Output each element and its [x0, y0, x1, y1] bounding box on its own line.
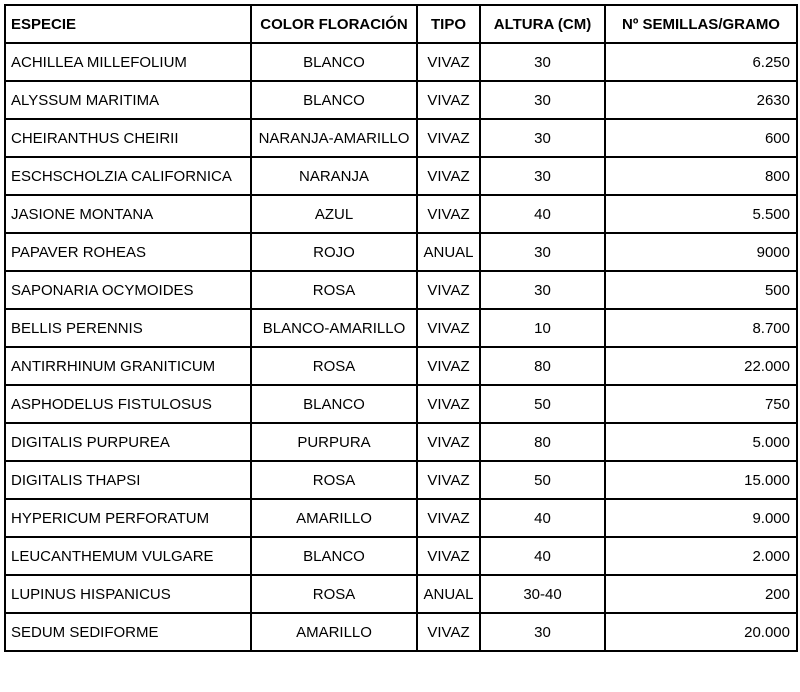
cell-especie: ALYSSUM MARITIMA — [5, 81, 251, 119]
cell-color-floracion: ROJO — [251, 233, 417, 271]
cell-tipo: VIVAZ — [417, 271, 480, 309]
cell-especie: CHEIRANTHUS CHEIRII — [5, 119, 251, 157]
table-row — [5, 537, 797, 575]
cell-altura: 50 — [480, 385, 605, 423]
cell-semillas-gramo: 8.700 — [605, 309, 797, 347]
cell-altura: 50 — [480, 461, 605, 499]
cell-color-floracion: BLANCO-AMARILLO — [251, 309, 417, 347]
cell-color-floracion: BLANCO — [251, 537, 417, 575]
seed-species-table — [4, 4, 798, 652]
cell-especie: ESCHSCHOLZIA CALIFORNICA — [5, 157, 251, 195]
cell-semillas-gramo: 15.000 — [605, 461, 797, 499]
table-body — [5, 43, 797, 651]
cell-especie: DIGITALIS PURPUREA — [5, 423, 251, 461]
cell-altura: 30 — [480, 81, 605, 119]
cell-especie: SAPONARIA OCYMOIDES — [5, 271, 251, 309]
cell-color-floracion: ROSA — [251, 271, 417, 309]
cell-semillas-gramo: 750 — [605, 385, 797, 423]
cell-color-floracion: BLANCO — [251, 81, 417, 119]
cell-semillas-gramo: 20.000 — [605, 613, 797, 651]
cell-especie: DIGITALIS THAPSI — [5, 461, 251, 499]
header-especie: ESPECIE — [5, 5, 251, 43]
header-altura: ALTURA (CM) — [480, 5, 605, 43]
table-row — [5, 271, 797, 309]
cell-tipo: VIVAZ — [417, 385, 480, 423]
table-row — [5, 81, 797, 119]
cell-color-floracion: BLANCO — [251, 43, 417, 81]
table-header — [5, 5, 797, 43]
seed-table-container — [4, 4, 796, 652]
cell-altura: 10 — [480, 309, 605, 347]
cell-altura: 40 — [480, 195, 605, 233]
cell-tipo: VIVAZ — [417, 613, 480, 651]
cell-altura: 40 — [480, 537, 605, 575]
cell-especie: PAPAVER ROHEAS — [5, 233, 251, 271]
cell-semillas-gramo: 9.000 — [605, 499, 797, 537]
cell-semillas-gramo: 200 — [605, 575, 797, 613]
cell-semillas-gramo: 9000 — [605, 233, 797, 271]
header-row — [5, 5, 797, 43]
cell-tipo: VIVAZ — [417, 195, 480, 233]
cell-tipo: ANUAL — [417, 575, 480, 613]
cell-especie: LUPINUS HISPANICUS — [5, 575, 251, 613]
cell-tipo: ANUAL — [417, 233, 480, 271]
cell-especie: JASIONE MONTANA — [5, 195, 251, 233]
table-row — [5, 43, 797, 81]
cell-especie: SEDUM SEDIFORME — [5, 613, 251, 651]
cell-tipo: VIVAZ — [417, 81, 480, 119]
cell-color-floracion: AMARILLO — [251, 499, 417, 537]
cell-altura: 30 — [480, 119, 605, 157]
cell-color-floracion: AMARILLO — [251, 613, 417, 651]
cell-altura: 30 — [480, 157, 605, 195]
table-row — [5, 233, 797, 271]
cell-semillas-gramo: 5.500 — [605, 195, 797, 233]
cell-especie: LEUCANTHEMUM VULGARE — [5, 537, 251, 575]
table-row — [5, 347, 797, 385]
table-row — [5, 119, 797, 157]
cell-especie: ACHILLEA MILLEFOLIUM — [5, 43, 251, 81]
header-tipo: TIPO — [417, 5, 480, 43]
cell-color-floracion: PURPURA — [251, 423, 417, 461]
cell-tipo: VIVAZ — [417, 499, 480, 537]
header-semillas-gramo: Nº SEMILLAS/GRAMO — [605, 5, 797, 43]
table-row — [5, 157, 797, 195]
cell-altura: 30 — [480, 233, 605, 271]
cell-altura: 80 — [480, 423, 605, 461]
cell-semillas-gramo: 2630 — [605, 81, 797, 119]
cell-altura: 30 — [480, 271, 605, 309]
cell-tipo: VIVAZ — [417, 537, 480, 575]
cell-tipo: VIVAZ — [417, 119, 480, 157]
table-row — [5, 195, 797, 233]
cell-color-floracion: BLANCO — [251, 385, 417, 423]
cell-especie: BELLIS PERENNIS — [5, 309, 251, 347]
cell-especie: HYPERICUM PERFORATUM — [5, 499, 251, 537]
cell-semillas-gramo: 500 — [605, 271, 797, 309]
table-row — [5, 499, 797, 537]
cell-semillas-gramo: 600 — [605, 119, 797, 157]
table-row — [5, 423, 797, 461]
cell-tipo: VIVAZ — [417, 43, 480, 81]
cell-altura: 80 — [480, 347, 605, 385]
table-row — [5, 309, 797, 347]
cell-tipo: VIVAZ — [417, 157, 480, 195]
cell-altura: 30-40 — [480, 575, 605, 613]
cell-tipo: VIVAZ — [417, 347, 480, 385]
cell-semillas-gramo: 800 — [605, 157, 797, 195]
cell-color-floracion: NARANJA — [251, 157, 417, 195]
cell-color-floracion: AZUL — [251, 195, 417, 233]
header-color-floracion: COLOR FLORACIÓN — [251, 5, 417, 43]
cell-altura: 40 — [480, 499, 605, 537]
table-row — [5, 461, 797, 499]
cell-semillas-gramo: 22.000 — [605, 347, 797, 385]
cell-especie: ASPHODELUS FISTULOSUS — [5, 385, 251, 423]
cell-color-floracion: ROSA — [251, 575, 417, 613]
cell-color-floracion: ROSA — [251, 461, 417, 499]
cell-tipo: VIVAZ — [417, 461, 480, 499]
cell-semillas-gramo: 2.000 — [605, 537, 797, 575]
cell-semillas-gramo: 6.250 — [605, 43, 797, 81]
cell-semillas-gramo: 5.000 — [605, 423, 797, 461]
cell-color-floracion: ROSA — [251, 347, 417, 385]
cell-altura: 30 — [480, 613, 605, 651]
table-row — [5, 613, 797, 651]
table-row — [5, 575, 797, 613]
cell-tipo: VIVAZ — [417, 309, 480, 347]
cell-especie: ANTIRRHINUM GRANITICUM — [5, 347, 251, 385]
cell-tipo: VIVAZ — [417, 423, 480, 461]
table-row — [5, 385, 797, 423]
cell-color-floracion: NARANJA-AMARILLO — [251, 119, 417, 157]
cell-altura: 30 — [480, 43, 605, 81]
